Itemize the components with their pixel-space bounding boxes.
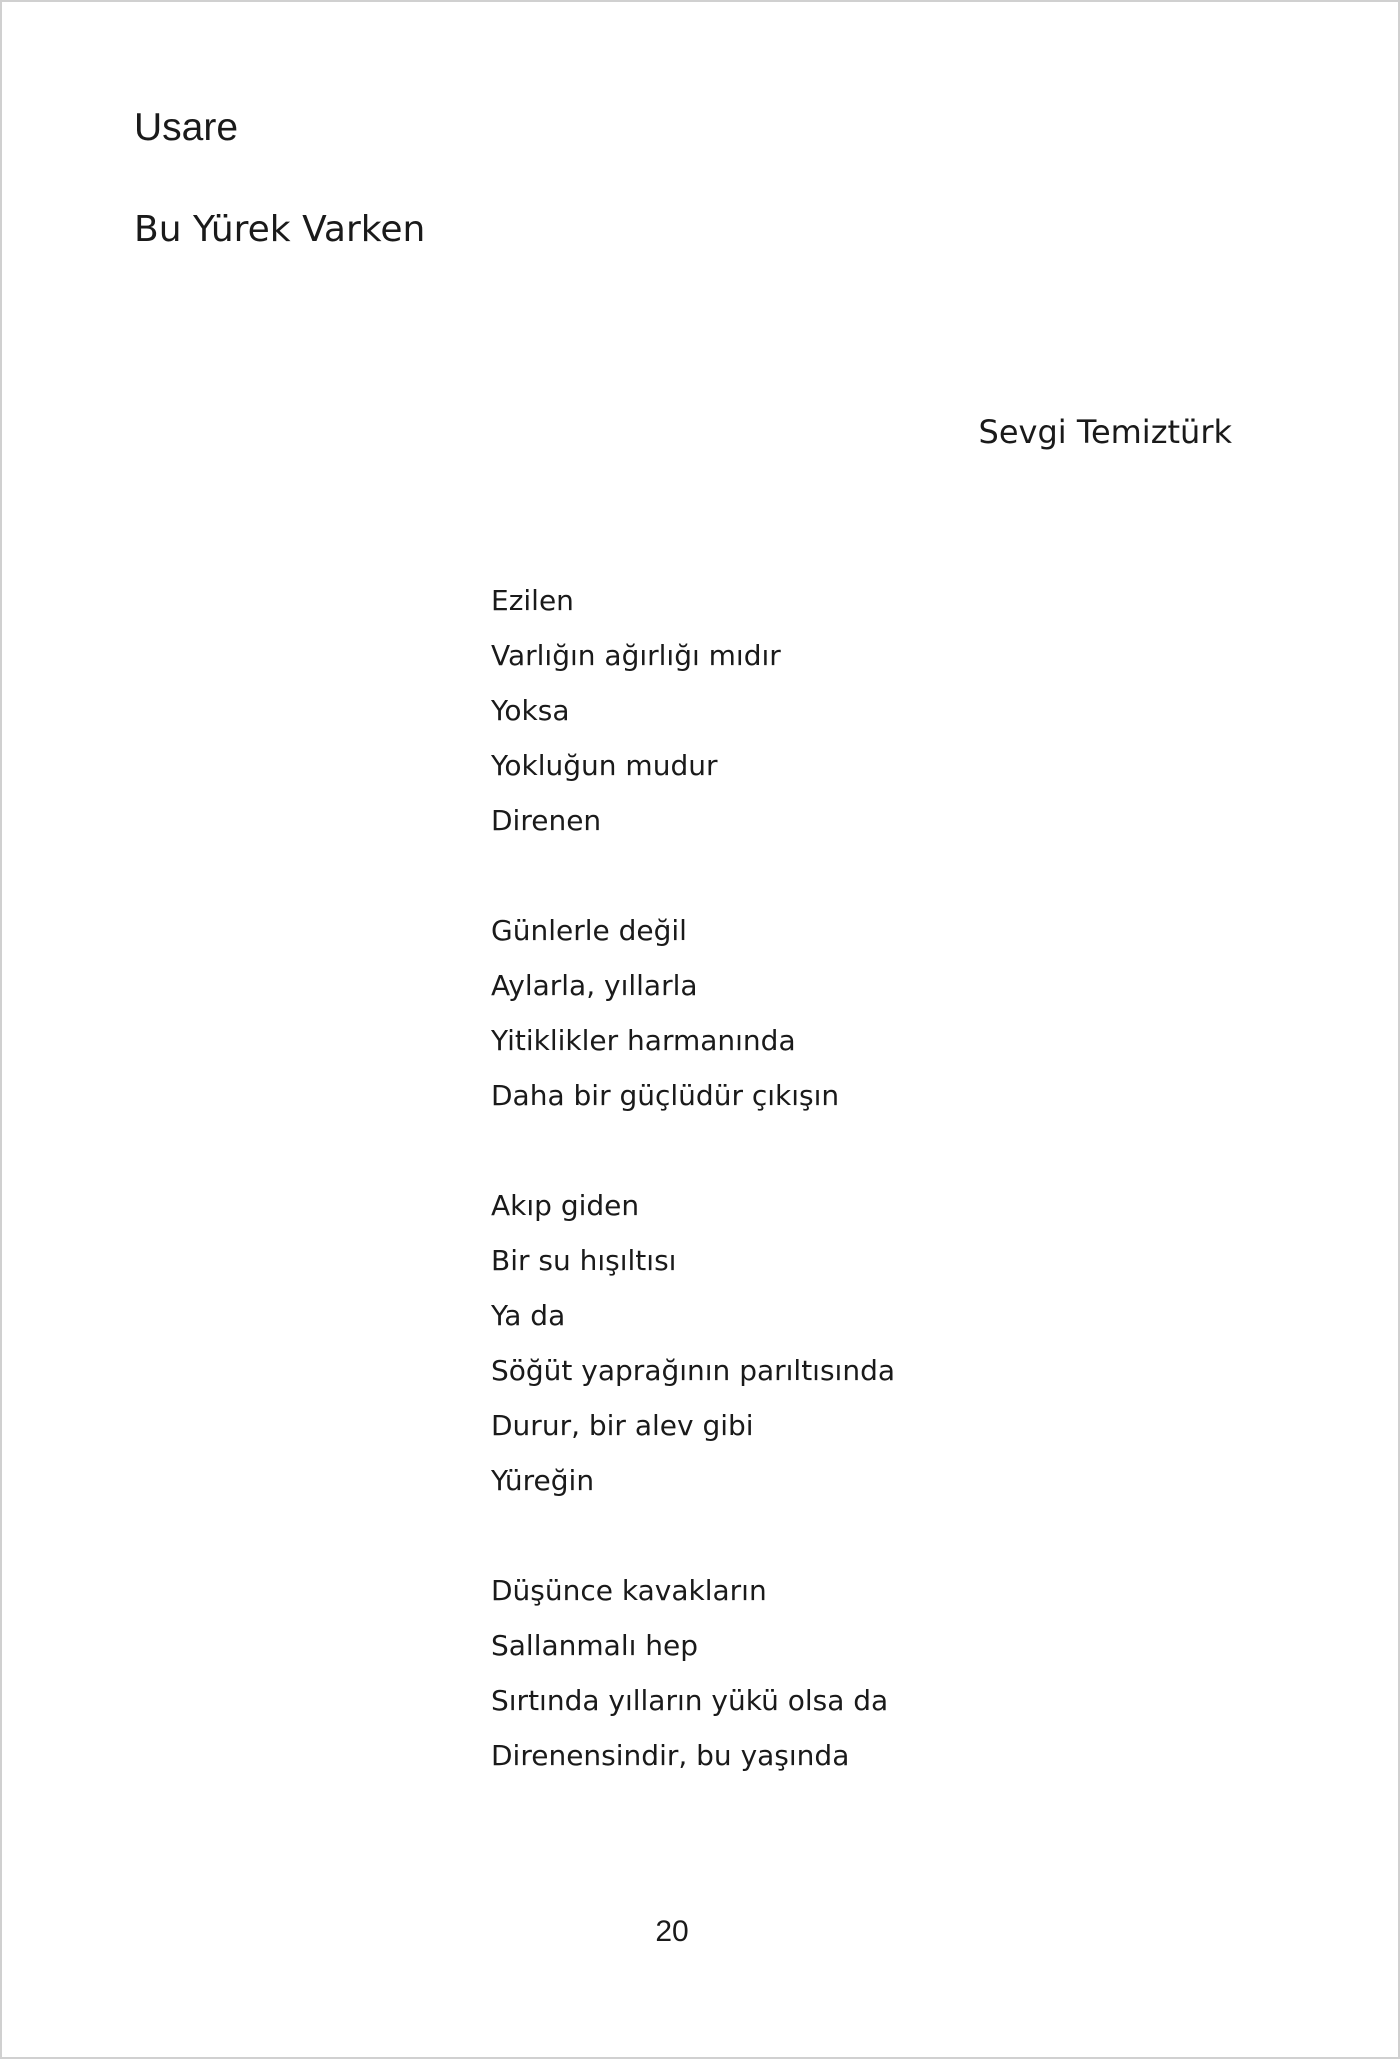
poem-line: Söğüt yaprağının parıltısında [491, 1354, 896, 1387]
stanza [491, 1185, 1251, 1515]
poem-line: Bir su hışıltısı [491, 1244, 677, 1277]
stanza [491, 580, 1251, 855]
poem-line: Daha bir güçlüdür çıkışın [491, 1079, 840, 1112]
poem-line: Akıp giden [491, 1189, 640, 1222]
poem-line: Düşünce kavakların [491, 1574, 767, 1607]
poem-line: Yitiklikler harmanında [491, 1024, 796, 1057]
poem-line: Yoksa [491, 694, 570, 727]
poem-line: Aylarla, yıllarla [491, 969, 698, 1002]
poem-line: Varlığın ağırlığı mıdır [491, 639, 781, 672]
poem-body [491, 580, 1251, 1790]
poem-line: Sallanmalı hep [491, 1629, 699, 1662]
page-number: 20 [655, 1915, 689, 1948]
poem-title: Bu Yürek Varken [134, 209, 426, 250]
poem-line: Direnensindir, bu yaşında [491, 1739, 850, 1772]
journal-name: Usare [134, 106, 239, 149]
poem-line: Yüreğin [491, 1464, 595, 1497]
poem-line: Sırtında yılların yükü olsa da [491, 1684, 889, 1717]
poem-line: Direnen [491, 804, 602, 837]
poem-line: Durur, bir alev gibi [491, 1409, 754, 1442]
stanza [491, 1570, 1251, 1790]
poem-line: Ya da [491, 1299, 566, 1332]
poem-line: Günlerle değil [491, 914, 687, 947]
poem-line: Ezilen [491, 584, 574, 617]
poem-author: Sevgi Temiztürk [978, 413, 1232, 451]
stanza [491, 910, 1251, 1130]
poem-line: Yokluğun mudur [491, 749, 718, 782]
